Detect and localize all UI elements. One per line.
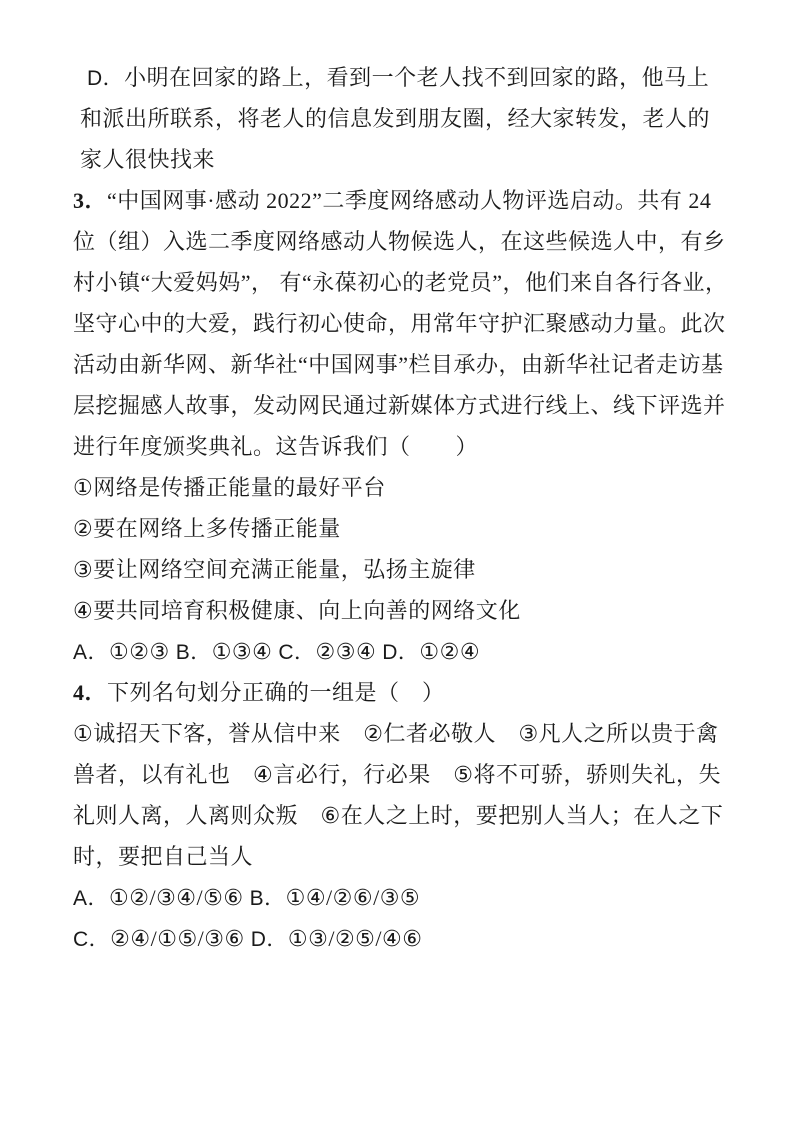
text-segment: ④要共同培育积极健康、向上向善的网络文化	[73, 598, 521, 623]
question-3-stem-line	[73, 180, 743, 221]
option-letter: A．	[73, 641, 110, 664]
text-segment: 下列名句划分正确的一组是（ ）	[107, 680, 445, 705]
text-segment: ①③④	[211, 639, 279, 664]
question-3-statement-line	[73, 508, 743, 549]
option-letter: C．	[73, 928, 111, 951]
question-4-statement-line	[73, 713, 743, 754]
text-segment: 位（组）入选二季度网络感动人物候选人，在这些候选人中，有乡	[73, 229, 726, 254]
option-letter: A．	[73, 887, 110, 910]
text-segment: 家人很快找来	[80, 147, 216, 172]
text-segment: ①④/②⑥/③⑤	[285, 885, 421, 910]
text-segment: 村小镇“大爱妈妈”， 有“永葆初心的老党员”，他们来自各行各业，	[73, 270, 728, 295]
text-segment: 小明在回家的路上，看到一个老人找不到回家的路，他马上	[124, 65, 710, 90]
question-4-choices-line	[73, 877, 743, 918]
question-3-stem-line	[73, 385, 743, 426]
question-3-stem-line	[73, 262, 743, 303]
question-4-stem-line	[73, 672, 743, 713]
text-segment: ①②③	[109, 639, 176, 664]
text-segment: 活动由新华网、新华社“中国网事”栏目承办，由新华社记者走访基	[73, 352, 724, 377]
question-4-choices-line	[73, 918, 743, 959]
text-segment: ①诚招天下客，誉从信中来 ②仁者必敬人 ③凡人之所以贵于禽	[73, 721, 719, 746]
text-segment: 和派出所联系，将老人的信息发到朋友圈，经大家转发，老人的	[80, 106, 711, 131]
option-letter: D．	[87, 67, 125, 90]
text-segment: ②要在网络上多传播正能量	[73, 516, 341, 541]
option-letter: C．	[278, 641, 316, 664]
option-letter: B．	[249, 887, 286, 910]
question-3-stem-line	[73, 426, 743, 467]
text-segment: “中国网事·感动 2022”二季度网络感动人物评选启动。共有 24	[107, 188, 712, 213]
text-segment: ②④/①⑤/③⑥	[110, 926, 251, 951]
question-4-statement-line	[73, 754, 743, 795]
text-segment: ①②④	[419, 639, 481, 664]
text-segment: 礼则人离，人离则众叛 ⑥在人之上时，要把别人当人；在人之下	[73, 803, 724, 828]
question-3-statement-line	[73, 590, 743, 631]
text-segment: 进行年度颁奖典礼。这告诉我们（ ）	[73, 434, 479, 459]
text-segment: ③要让网络空间充满正能量，弘扬主旋律	[73, 557, 476, 582]
question-3-stem-line	[73, 221, 743, 262]
text-segment: ①③/②⑤/④⑥	[287, 926, 423, 951]
text-segment: ②③④	[315, 639, 383, 664]
text-segment: 兽者，以有礼也 ④言必行，行必果 ⑤将不可骄，骄则失礼，失	[73, 762, 721, 787]
question-3-stem-line	[73, 344, 743, 385]
question-number: 3．	[73, 188, 108, 213]
text-segment: 时，要把自己当人	[73, 844, 254, 869]
question-3-statement-line	[73, 467, 743, 508]
question-3-stem-line	[73, 303, 743, 344]
text-segment: 层挖掘感人故事，发动网民通过新媒体方式进行线上、线下评选并	[73, 393, 726, 418]
question-4-statement-line	[73, 836, 743, 877]
text-segment: ①网络是传播正能量的最好平台	[73, 475, 386, 500]
option-letter: D．	[250, 928, 288, 951]
option-letter: D．	[382, 641, 420, 664]
text-segment: ①②/③④/⑤⑥	[109, 885, 250, 910]
question-2-option-d-line	[73, 139, 743, 180]
option-letter: B．	[175, 641, 212, 664]
question-number: 4．	[73, 680, 108, 705]
question-3-statement-line	[73, 549, 743, 590]
question-2-option-d-line	[73, 57, 743, 98]
question-2-option-d-line	[73, 98, 743, 139]
document-body	[73, 57, 743, 959]
question-4-statement-line	[73, 795, 743, 836]
text-segment: 坚守心中的大爱，践行初心使命，用常年守护汇聚感动力量。此次	[73, 311, 726, 336]
question-3-choices-line	[73, 631, 743, 672]
